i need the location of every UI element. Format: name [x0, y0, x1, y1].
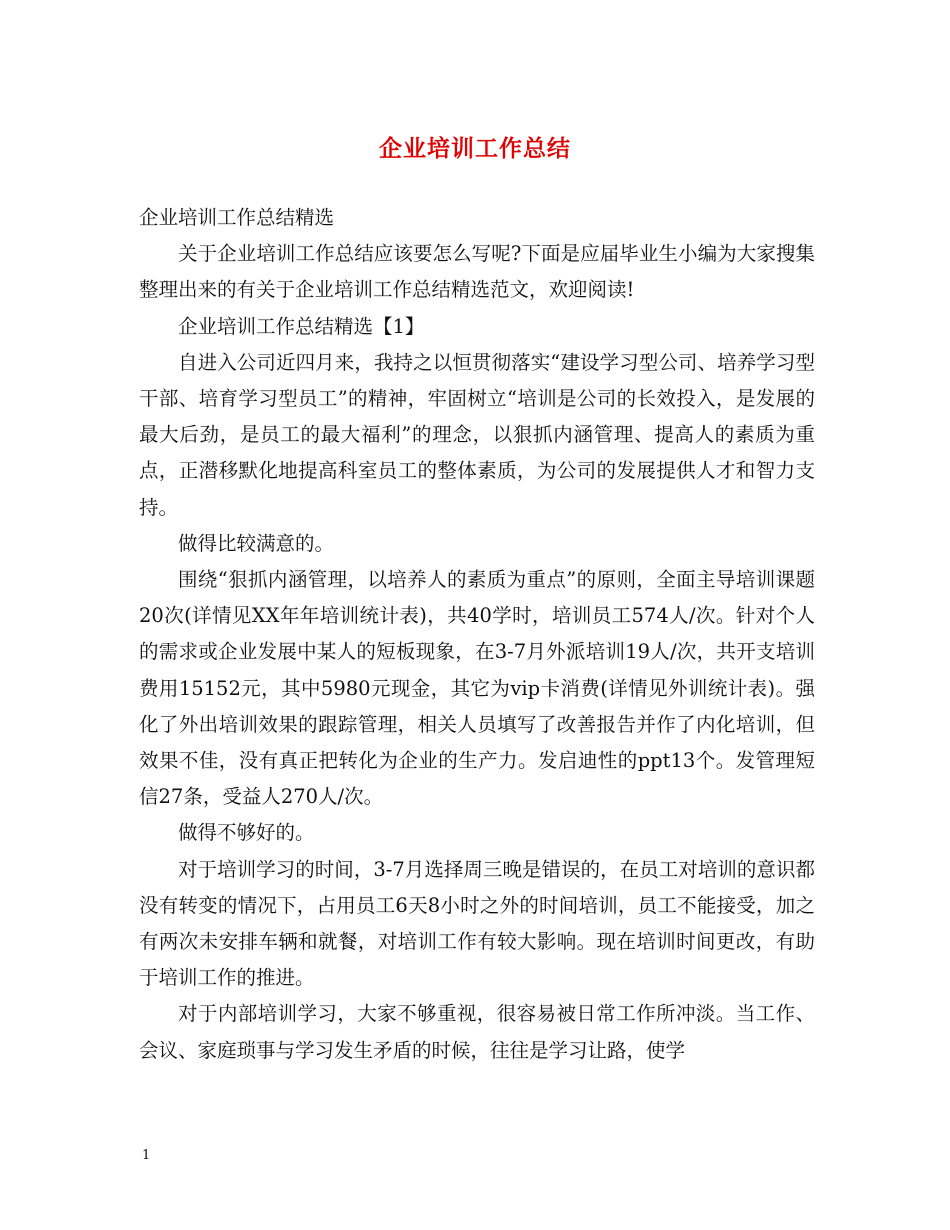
- body-paragraph: 自进入公司近四月来，我持之以恒贯彻落实“建设学习型公司、培养学习型干部、培育学习型员工”的精神，牢固树立“培训是公司的长效投入，是发展的最大后劲，是员工的最大福利”的理念，以狠抓内涵管理、提高人的素质为重点，正潜移默化地提高科室员工的整体素质，为公司的发展提供人才和智力支持。: [139, 350, 815, 519]
- body-paragraph: 对于内部培训学习，大家不够重视，很容易被日常工作所冲淡。当工作、会议、家庭琐事与学习发生矛盾的时候，往往是学习让路，使学: [139, 1002, 815, 1062]
- intro-paragraph: 关于企业培训工作总结应该要怎么写呢?下面是应届毕业生小编为大家搜集整理出来的有关于企业培训工作总结精选范文，欢迎阅读!: [139, 242, 815, 302]
- body-paragraph: 围绕“狠抓内涵管理，以培养人的素质为重点”的原则，全面主导培训课题20次(详情见XX年年培训统计表)，共40学时，培训员工574人/次。针对个人的需求或企业发展中某人的短板现象，在3-7月外派培训19人/次，共开支培训费用15152元，其中5980元现金，其它为vip卡消费(详情见外训统计表)。强化了外出培训效果的跟踪管理，相关人员填写了改善报告并作了内化培训，但效果不佳，没有真正把转化为企业的生产力。发启迪性的ppt13个。发管理短信27条，受益人270人/次。: [139, 568, 815, 809]
- subheading-not-good: 做得不够好的。: [178, 821, 315, 845]
- document-title: 企业培训工作总结: [379, 135, 571, 162]
- subheading-satisfied: 做得比较满意的。: [178, 531, 335, 555]
- page-number: 1: [142, 1148, 151, 1163]
- subtitle-paragraph: 企业培训工作总结精选: [139, 206, 335, 229]
- body-paragraph: 对于培训学习的时间，3-7月选择周三晚是错误的，在员工对培训的意识都没有转变的情况下，占用员工6天8小时之外的时间培训，员工不能接受，加之有两次未安排车辆和就餐，对培训工作有较大影响。现在培训时间更改，有助于培训工作的推进。: [139, 857, 815, 990]
- document-body: [139, 200, 815, 1069]
- section-heading: 企业培训工作总结精选【1】: [178, 314, 425, 338]
